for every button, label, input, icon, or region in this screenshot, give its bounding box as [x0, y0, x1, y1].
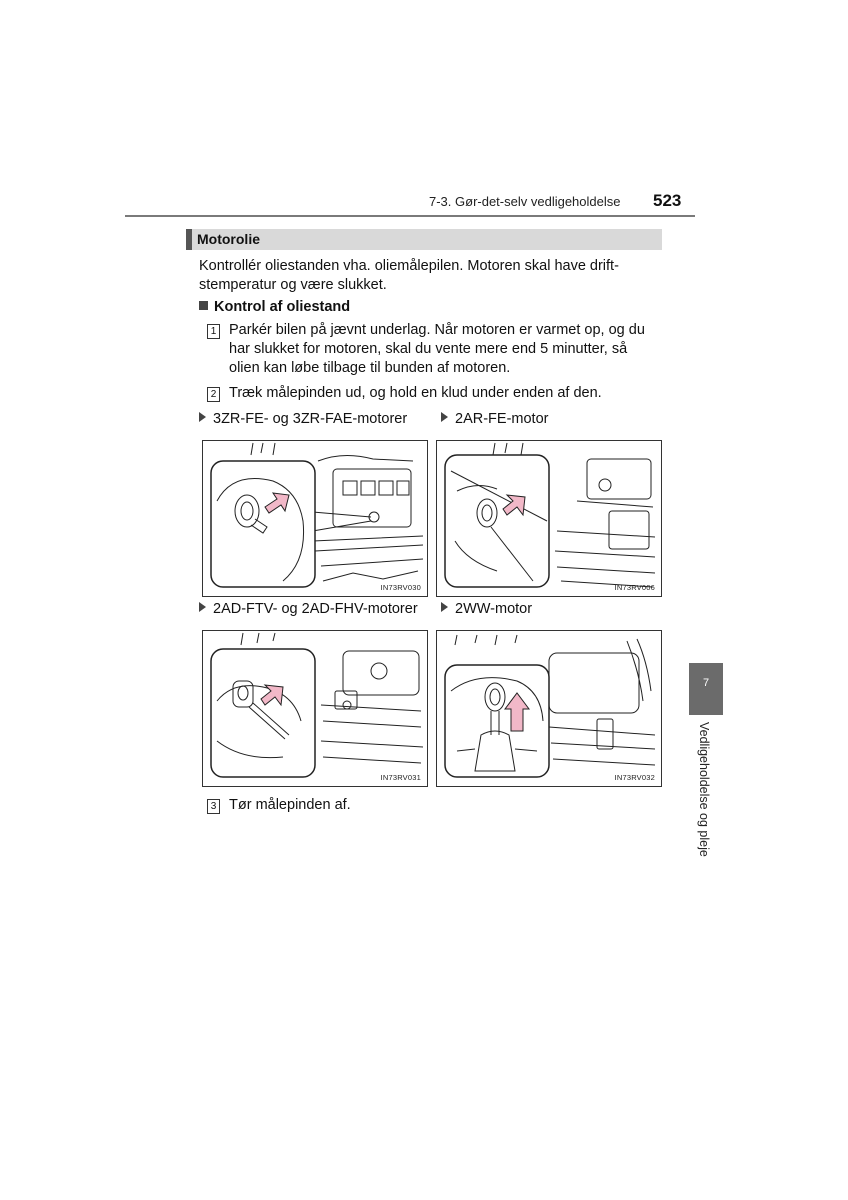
- caption-text: 2AR-FE-motor: [455, 411, 549, 427]
- section-title: Motorolie: [197, 231, 260, 247]
- engine-figure: [202, 440, 428, 597]
- section-accent: [186, 229, 192, 250]
- figure-code: IN73RV031: [380, 773, 421, 782]
- triangle-bullet-icon: [441, 602, 448, 612]
- intro-line: Kontrollér oliestanden vha. oliemålepilen. Motoren skal have drift-: [199, 258, 619, 274]
- section-heading-bar: [186, 229, 662, 250]
- figure-caption: [199, 411, 407, 427]
- caption-text: 2AD-FTV- og 2AD-FHV-motorer: [213, 601, 418, 617]
- triangle-bullet-icon: [199, 412, 206, 422]
- step-number: 3: [207, 799, 220, 814]
- engine-illustration: [437, 441, 661, 596]
- step-number: 1: [207, 324, 220, 339]
- step-line: har slukket for motoren, skal du vente mere end 5 minutter, så: [229, 341, 628, 357]
- step-number: 2: [207, 387, 220, 402]
- triangle-bullet-icon: [199, 602, 206, 612]
- chapter-tab-number: 7: [702, 677, 710, 689]
- engine-illustration: [437, 631, 661, 786]
- subheading: [199, 299, 350, 315]
- chapter-tab: [689, 663, 723, 715]
- figure-code: IN73RV006: [614, 583, 655, 592]
- step-text: [229, 796, 659, 815]
- step-1: [207, 321, 659, 381]
- engine-figure: [436, 440, 662, 597]
- figure-code: IN73RV032: [614, 773, 655, 782]
- chapter-side-label: Vedligeholdelse og pleje: [697, 722, 711, 857]
- subheading-text: Kontrol af oliestand: [214, 299, 351, 315]
- square-bullet-icon: [199, 301, 208, 310]
- engine-figure: [202, 630, 428, 787]
- figure-code: IN73RV030: [380, 583, 421, 592]
- step-line: Tør målepinden af.: [229, 797, 351, 813]
- engine-illustration: [203, 441, 427, 596]
- page-number: 523: [653, 191, 682, 210]
- step-line: Træk målepinden ud, og hold en klud under enden af den.: [229, 385, 602, 401]
- step-3: [207, 796, 659, 816]
- step-line: olien kan løbe tilbage til bunden af motoren.: [229, 360, 511, 376]
- figure-caption: [199, 601, 418, 617]
- header-rule: [125, 215, 695, 217]
- triangle-bullet-icon: [441, 412, 448, 422]
- step-2: [207, 384, 659, 404]
- engine-figure: [436, 630, 662, 787]
- caption-text: 2WW-motor: [455, 601, 533, 617]
- figure-caption: [441, 411, 548, 427]
- engine-illustration: [203, 631, 427, 786]
- intro-paragraph: [199, 257, 659, 295]
- step-text: [229, 384, 659, 403]
- intro-line: stemperatur og være slukket.: [199, 277, 387, 293]
- step-line: Parkér bilen på jævnt underlag. Når motoren er varmet op, og du: [229, 322, 645, 338]
- caption-text: 3ZR-FE- og 3ZR-FAE-motorer: [213, 411, 408, 427]
- step-text: [229, 321, 659, 378]
- chapter-title: 7-3. Gør-det-selv vedligeholdelse: [429, 194, 621, 209]
- figure-caption: [441, 601, 532, 617]
